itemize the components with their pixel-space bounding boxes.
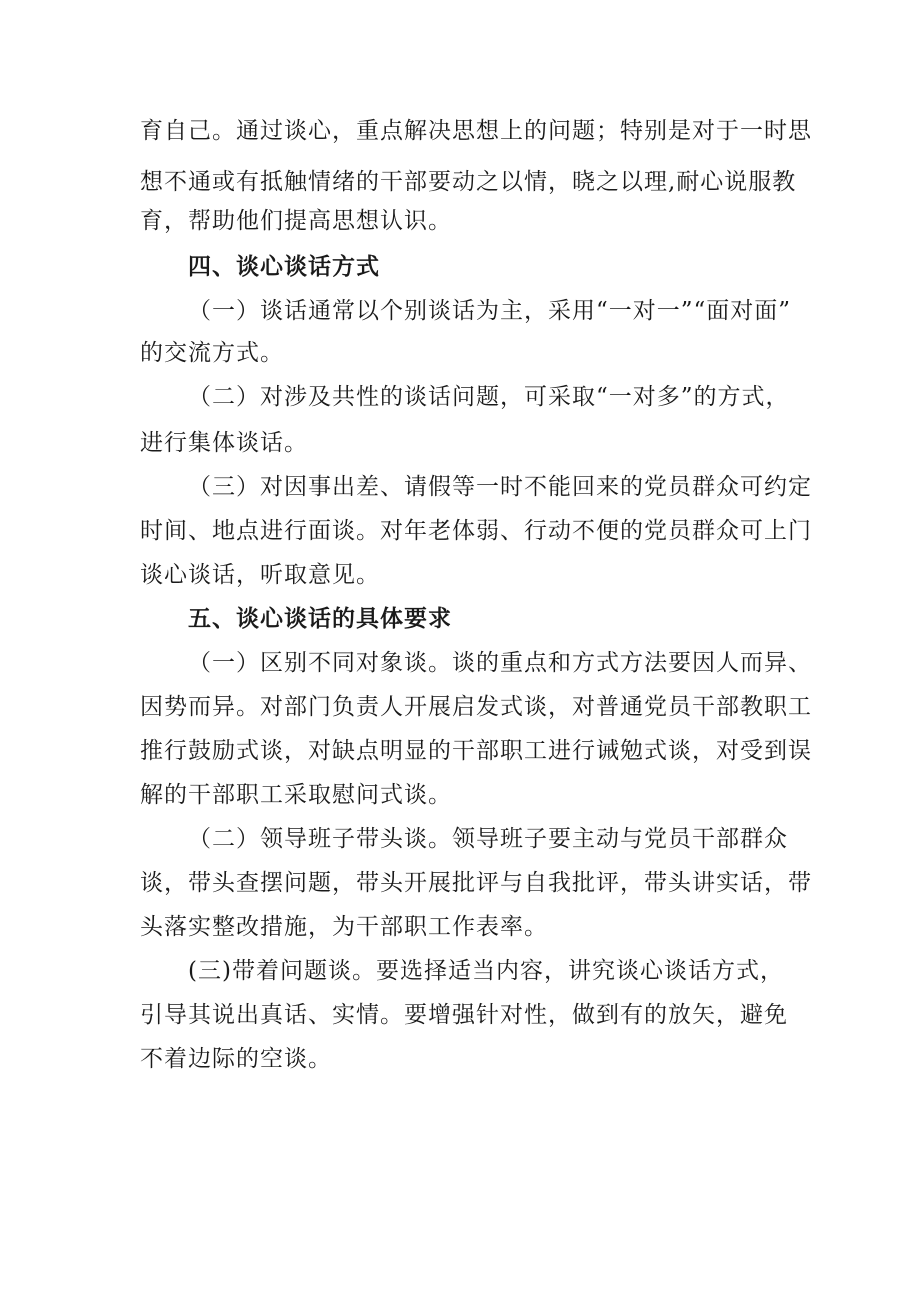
section-heading: 四、谈心谈话方式 [188, 254, 380, 280]
paragraph-line: 想不通或有抵触情绪的干部要动之以情，晓之以理,耐心说服教 [140, 169, 797, 195]
paragraph-line: (三)带着问题谈。要选择适当内容，讲究谈心谈话方式， [188, 958, 784, 984]
paragraph-line: （三）对因事出差、请假等一时不能回来的党员群众可约定 [188, 474, 812, 500]
paragraph-line: 谈，带头查摆问题，带头开展批评与自我批评，带头讲实话，带 [140, 870, 812, 896]
paragraph-line: （一）谈话通常以个别谈话为主，采用“一对一”“面对面” [188, 298, 792, 324]
paragraph-line: 谈心谈话，听取意见。 [140, 562, 380, 588]
paragraph-line: （二）对涉及共性的谈话问题，可采取“一对多”的方式， [188, 384, 790, 410]
paragraph-line: （二）领导班子带头谈。领导班子要主动与党员干部群众 [188, 826, 788, 852]
paragraph-line: 的交流方式。 [140, 340, 284, 366]
paragraph-line: 育，帮助他们提高思想认识。 [140, 208, 452, 234]
paragraph-line: 进行集体谈话。 [140, 430, 308, 456]
paragraph-line: 因势而异。对部门负责人开展启发式谈，对普通党员干部教职工 [140, 694, 812, 720]
paragraph-line: 育自己。通过谈心，重点解决思想上的问题；特别是对于一时思 [140, 118, 812, 144]
paragraph-line: 时间、地点进行面谈。对年老体弱、行动不便的党员群众可上门 [140, 518, 812, 544]
paragraph-line: 不着边际的空谈。 [140, 1046, 332, 1072]
paragraph-line: （一）区别不同对象谈。谈的重点和方式方法要因人而异、 [188, 650, 812, 676]
paragraph-line: 推行鼓励式谈，对缺点明显的干部职工进行诫勉式谈，对受到误 [140, 738, 812, 764]
paragraph-line: 头落实整改措施，为干部职工作表率。 [140, 914, 548, 940]
paragraph-line: 引导其说出真话、实情。要增强针对性，做到有的放矢，避免 [140, 1002, 788, 1028]
section-heading: 五、谈心谈话的具体要求 [188, 606, 452, 632]
paragraph-line: 解的干部职工采取慰问式谈。 [140, 782, 452, 808]
